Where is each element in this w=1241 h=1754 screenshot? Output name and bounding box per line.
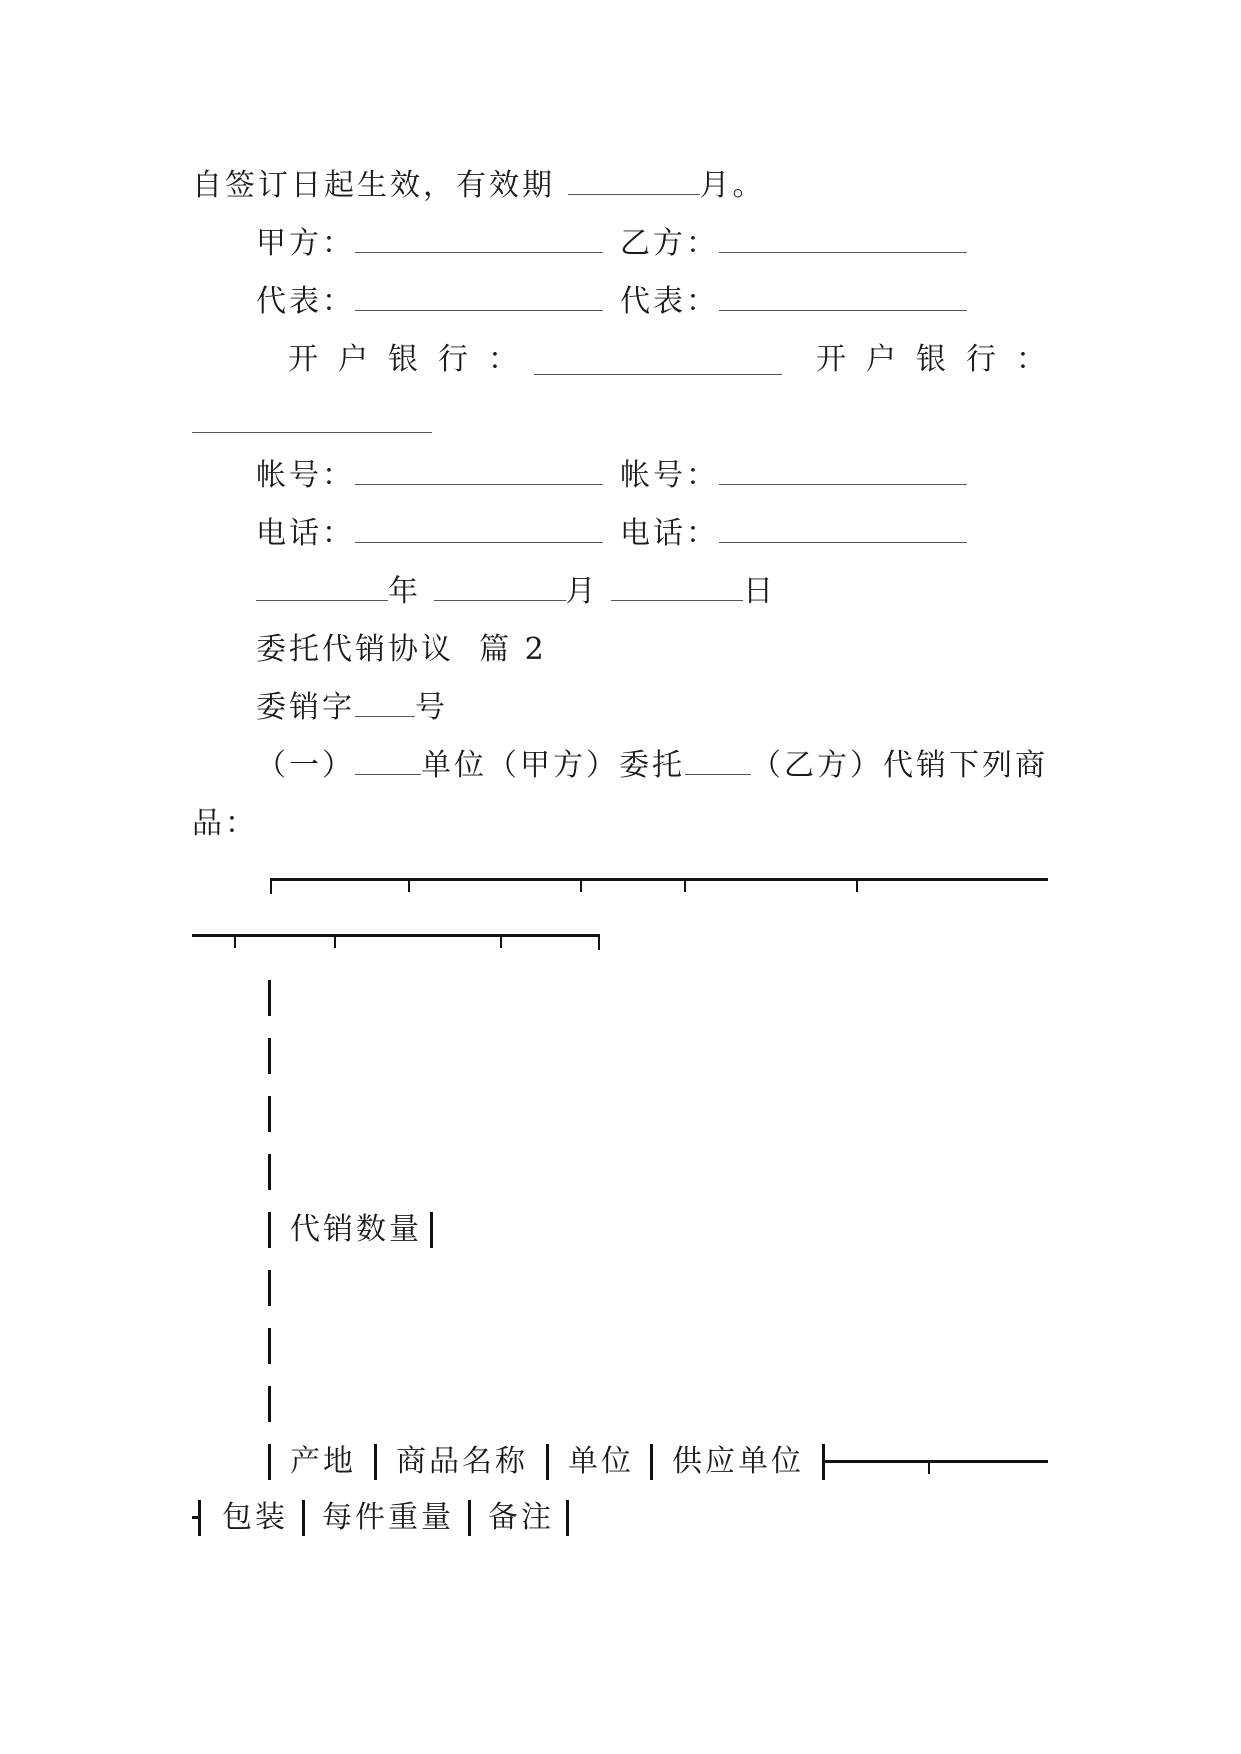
table-top-border [270,878,1048,881]
table-top-left-corner [270,878,272,894]
party-a-label: 甲方： [256,226,355,261]
party-b-line [620,224,967,264]
acct-b-label: 帐号： [620,458,719,493]
table-left-edge [268,1386,271,1422]
date-line [256,572,776,612]
acct-a-label: 帐号： [256,458,355,493]
table-cell-divider [374,1444,377,1480]
header-product-name: 商品名称 [396,1444,528,1479]
table-cell-divider [546,1444,549,1480]
bank-a-blank[interactable] [534,346,782,375]
table-top-divider [580,880,582,892]
effective-text: 自签订日起生效，有效期 [192,168,568,203]
tel-a-label: 电话： [256,516,355,551]
acct-a-blank[interactable] [355,456,603,485]
rep-b-line [620,282,967,322]
table-top-divider [334,936,336,948]
rep-a-label: 代表： [256,284,355,319]
party-a-blank[interactable] [355,224,603,253]
header-origin: 产地 [290,1444,356,1479]
table-top-border-continued [192,934,600,937]
clause-1-number: （一） [256,748,355,783]
acct-b-line [620,456,967,496]
table-mid-divider [928,1462,930,1474]
table-right-edge [566,1500,569,1536]
tel-b-line [620,514,967,554]
table-top-divider [234,936,236,948]
table-left-edge [268,1038,271,1074]
table-top-right-corner [598,934,600,950]
rep-b-blank[interactable] [719,282,967,311]
table-left-edge [268,1328,271,1364]
header-remarks: 备注 [488,1500,554,1535]
effective-clause [192,166,766,206]
tel-a-blank[interactable] [355,514,603,543]
month-label: 月 [565,574,599,609]
table-cell-divider [430,1212,433,1248]
table-mid-border [822,1460,1048,1463]
ref-prefix: 委销字 [256,690,355,725]
table-left-edge [268,1154,271,1190]
tel-a-line [256,514,603,554]
acct-b-blank[interactable] [719,456,967,485]
table-cell-divider [468,1500,471,1536]
ref-blank[interactable] [355,688,415,717]
header-unit: 单位 [568,1444,634,1479]
party-b-blank[interactable] [719,224,967,253]
table-left-edge [268,1270,271,1306]
clause-1-continued: 品： [192,806,258,841]
header-packaging: 包装 [222,1500,288,1535]
rep-a-line [256,282,603,322]
day-label: 日 [743,574,777,609]
consignee-blank[interactable] [685,746,751,775]
table-top-divider [684,880,686,892]
bank-b-label: 开户银行： [816,342,1066,377]
clause-1-text-b: （乙方）代销下列商 [751,748,1048,783]
party-b-label: 乙方： [620,226,719,261]
rep-b-label: 代表： [620,284,719,319]
table-cell-divider [198,1500,201,1536]
consignor-blank[interactable] [355,746,421,775]
bank-a-label: 开户银行： [288,342,538,377]
party-a-line [256,224,603,264]
tel-b-label: 电话： [620,516,719,551]
year-blank[interactable] [256,572,388,601]
section-title: 委托代销协议 篇 2 [256,632,547,667]
table-left-edge [268,1212,271,1248]
clause-1 [256,746,1048,786]
table-top-divider [500,936,502,948]
header-weight: 每件重量 [322,1500,454,1535]
clause-1-text-a: 单位（甲方）委托 [421,748,685,783]
bank-b-blank[interactable] [192,404,432,433]
table-left-edge [268,980,271,1016]
table-top-divider [856,880,858,892]
table-top-divider [408,880,410,892]
month-blank[interactable] [434,572,566,601]
table-left-edge [268,1096,271,1132]
acct-a-line [256,456,603,496]
months-blank[interactable] [568,166,700,195]
table-left-edge [268,1444,271,1480]
table-cell-divider [302,1500,305,1536]
table-cell-divider [650,1444,653,1480]
ref-line [256,688,448,728]
months-suffix: 月。 [699,168,766,203]
header-supplier: 供应单位 [672,1444,804,1479]
year-label: 年 [388,574,421,609]
ref-suffix: 号 [415,690,448,725]
qty-header: 代销数量 [290,1212,422,1247]
day-blank[interactable] [611,572,743,601]
rep-a-blank[interactable] [355,282,603,311]
tel-b-blank[interactable] [719,514,967,543]
